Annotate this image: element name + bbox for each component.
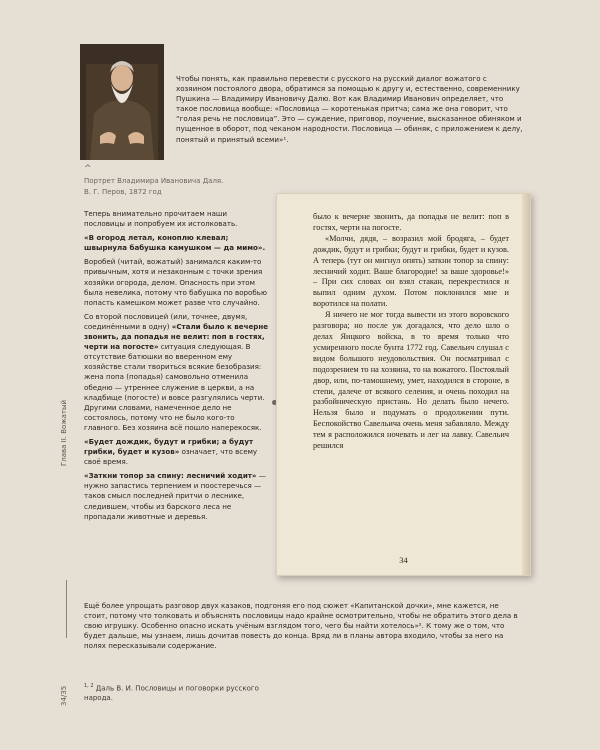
caption-line-1: Портрет Владимира Ивановича Даля.	[84, 177, 224, 185]
book-page-number: 34	[399, 555, 408, 565]
intro-paragraph: Чтобы понять, как правильно перевести с русского на русский диалог вожатого с хозяином постоялого двора, обратимся за помощью к другу и, естественно, современнику Пушкина — Владимиру Ивановичу Далю. Вот как Владимир Иванович определяет, что такое пословица вообще: «Пословица — коротенькая притча; сама же она говорит, что “голая речь не пословица”. Это — суждение, приговор, поучение, высказанное обиняком и пущенное в оборот, под чеканом народности. Пословица — обиняк, с приложением к делу, понятый и принятый всеми»¹.	[176, 74, 523, 144]
proverb-3: «Будет дождик, будут и грибки; а будут грибки, будет и кузов»	[84, 436, 254, 457]
p6-end: — нужно запастись терпением и поостеречься — таков смысл последней притчи о леснике, следившем, чтобы из барского леса не пропадали животные и деревья.	[84, 471, 266, 521]
p4-end: ситуация следующая. В отсутствие батюшки во вверенном ему хозяйстве стали твориться всякие безобразия: жена попа (попадья) самовольно отменила обедню — утреннее служение в церкви, а на кладбище (погосте) и вовсе разгулялись черти. Другими словами, намеченное дело не состоялось, потому что не было кого-то главного. Без хозяина всё пошло наперекосяк.	[84, 342, 265, 432]
margin-rule	[66, 580, 67, 638]
book-page-text	[313, 212, 509, 452]
book-paragraph-1: было к вечерне звонить, да попадья не велит: поп в гостях, черти на погосте.	[313, 212, 509, 232]
book-paragraph-3: Я ничего не мог тогда вывести из этого воровского разговора; но после уж догадался, что дело шло о делах Яицкого войска, в то время только что усмиренного после бунта 1772 год. Савельич слушал с видом большого неудовольствия. Он посматривал с подозрением то на хозяина, то на вожатого. Постоялый двор, или, по-тамошнему, умет, находился в стороне, в степи, далече от всякого селения, и очень походил на разбойническую пристань. Но делать было нечего. Нельзя было и подумать о продолжении пути. Беспокойство Савельича очень меня забавляло. Между тем я расположился ночевать и лег на лавку. Савельич решился	[313, 310, 509, 451]
footnote-text: Даль В. И. Пословицы и поговорки русского народа.	[84, 684, 259, 703]
left-paragraph-6	[84, 471, 270, 521]
left-paragraph-4	[84, 312, 270, 433]
caption-marker: ^	[84, 164, 92, 174]
p4-start: Со второй пословицей (или, точнее, двумя, соединёнными в одну)	[84, 311, 248, 331]
left-paragraph-3: Воробей (читай, вожатый) занимался каким-то привычным, хотя и незаконным с точки зрения хозяйки огорода, делом. Опасность при этом была невелика, потому что бабушка по воробью попасть камешком может разве что случайно.	[84, 257, 267, 307]
bottom-paragraph: Ещё более упрощать разговор двух казаков, подгоняя его под сюжет «Капитанской дочки», мне кажется, не стоит, потому что толковать и объяснять пословицы надо крайне осмотрительно, чтобы не обратить этого дела в свою игрушку. Особенно опасно искать учёным взглядом того, чего бы найти хотелось»². К тому же о том, что будет дальше, мы узнаем, лишь дочитав повесть до конца. Вряд ли в планы автора входило, чтобы за него на полях пересказывали содержание.	[84, 601, 518, 651]
footnote	[84, 681, 284, 703]
portrait-caption	[84, 176, 254, 198]
proverb-1: «В огород летал, коноплю клевал; швырнула бабушка камушком — да мимо».	[84, 233, 266, 253]
left-paragraph-5	[84, 437, 270, 467]
book-paragraph-2: «Молчи, дядя, – возразил мой бродяга, – будет дождик, будут и грибки; будут и грибки, будет и кузов. А теперь (тут он мигнул опять) заткни топор за спину: лесничий ходит. Ваше благородие! за ваше здоровье!» – При сих словах он взял стакан, перекрестился и выпил одним духом. Потом поклонился мне и воротился на полати.	[313, 233, 509, 309]
p5-end: означает, что всему своё время.	[84, 447, 258, 467]
proverb-2: «Стали было к вечерне звонить, да попадья не велит: поп в гостях, черти на погосте»	[84, 321, 269, 352]
chapter-running-head: Глава II. Вожатый	[60, 399, 68, 466]
left-paragraph-1: Теперь внимательно прочитаем наши пословицы и попробуем их истолковать.	[84, 209, 238, 229]
caption-line-2: В. Г. Перов, 1872 год	[84, 188, 162, 196]
footnote-marks: 1, 2	[84, 683, 94, 689]
proverb-4: «Заткни топор за спину: лесничий ходит»	[84, 471, 257, 481]
left-paragraph-2	[84, 233, 270, 253]
page-folio: 34/35	[60, 685, 68, 706]
left-column	[84, 209, 270, 526]
book-page	[276, 193, 531, 576]
portrait-image	[80, 44, 164, 160]
book-page-edge	[522, 194, 530, 575]
